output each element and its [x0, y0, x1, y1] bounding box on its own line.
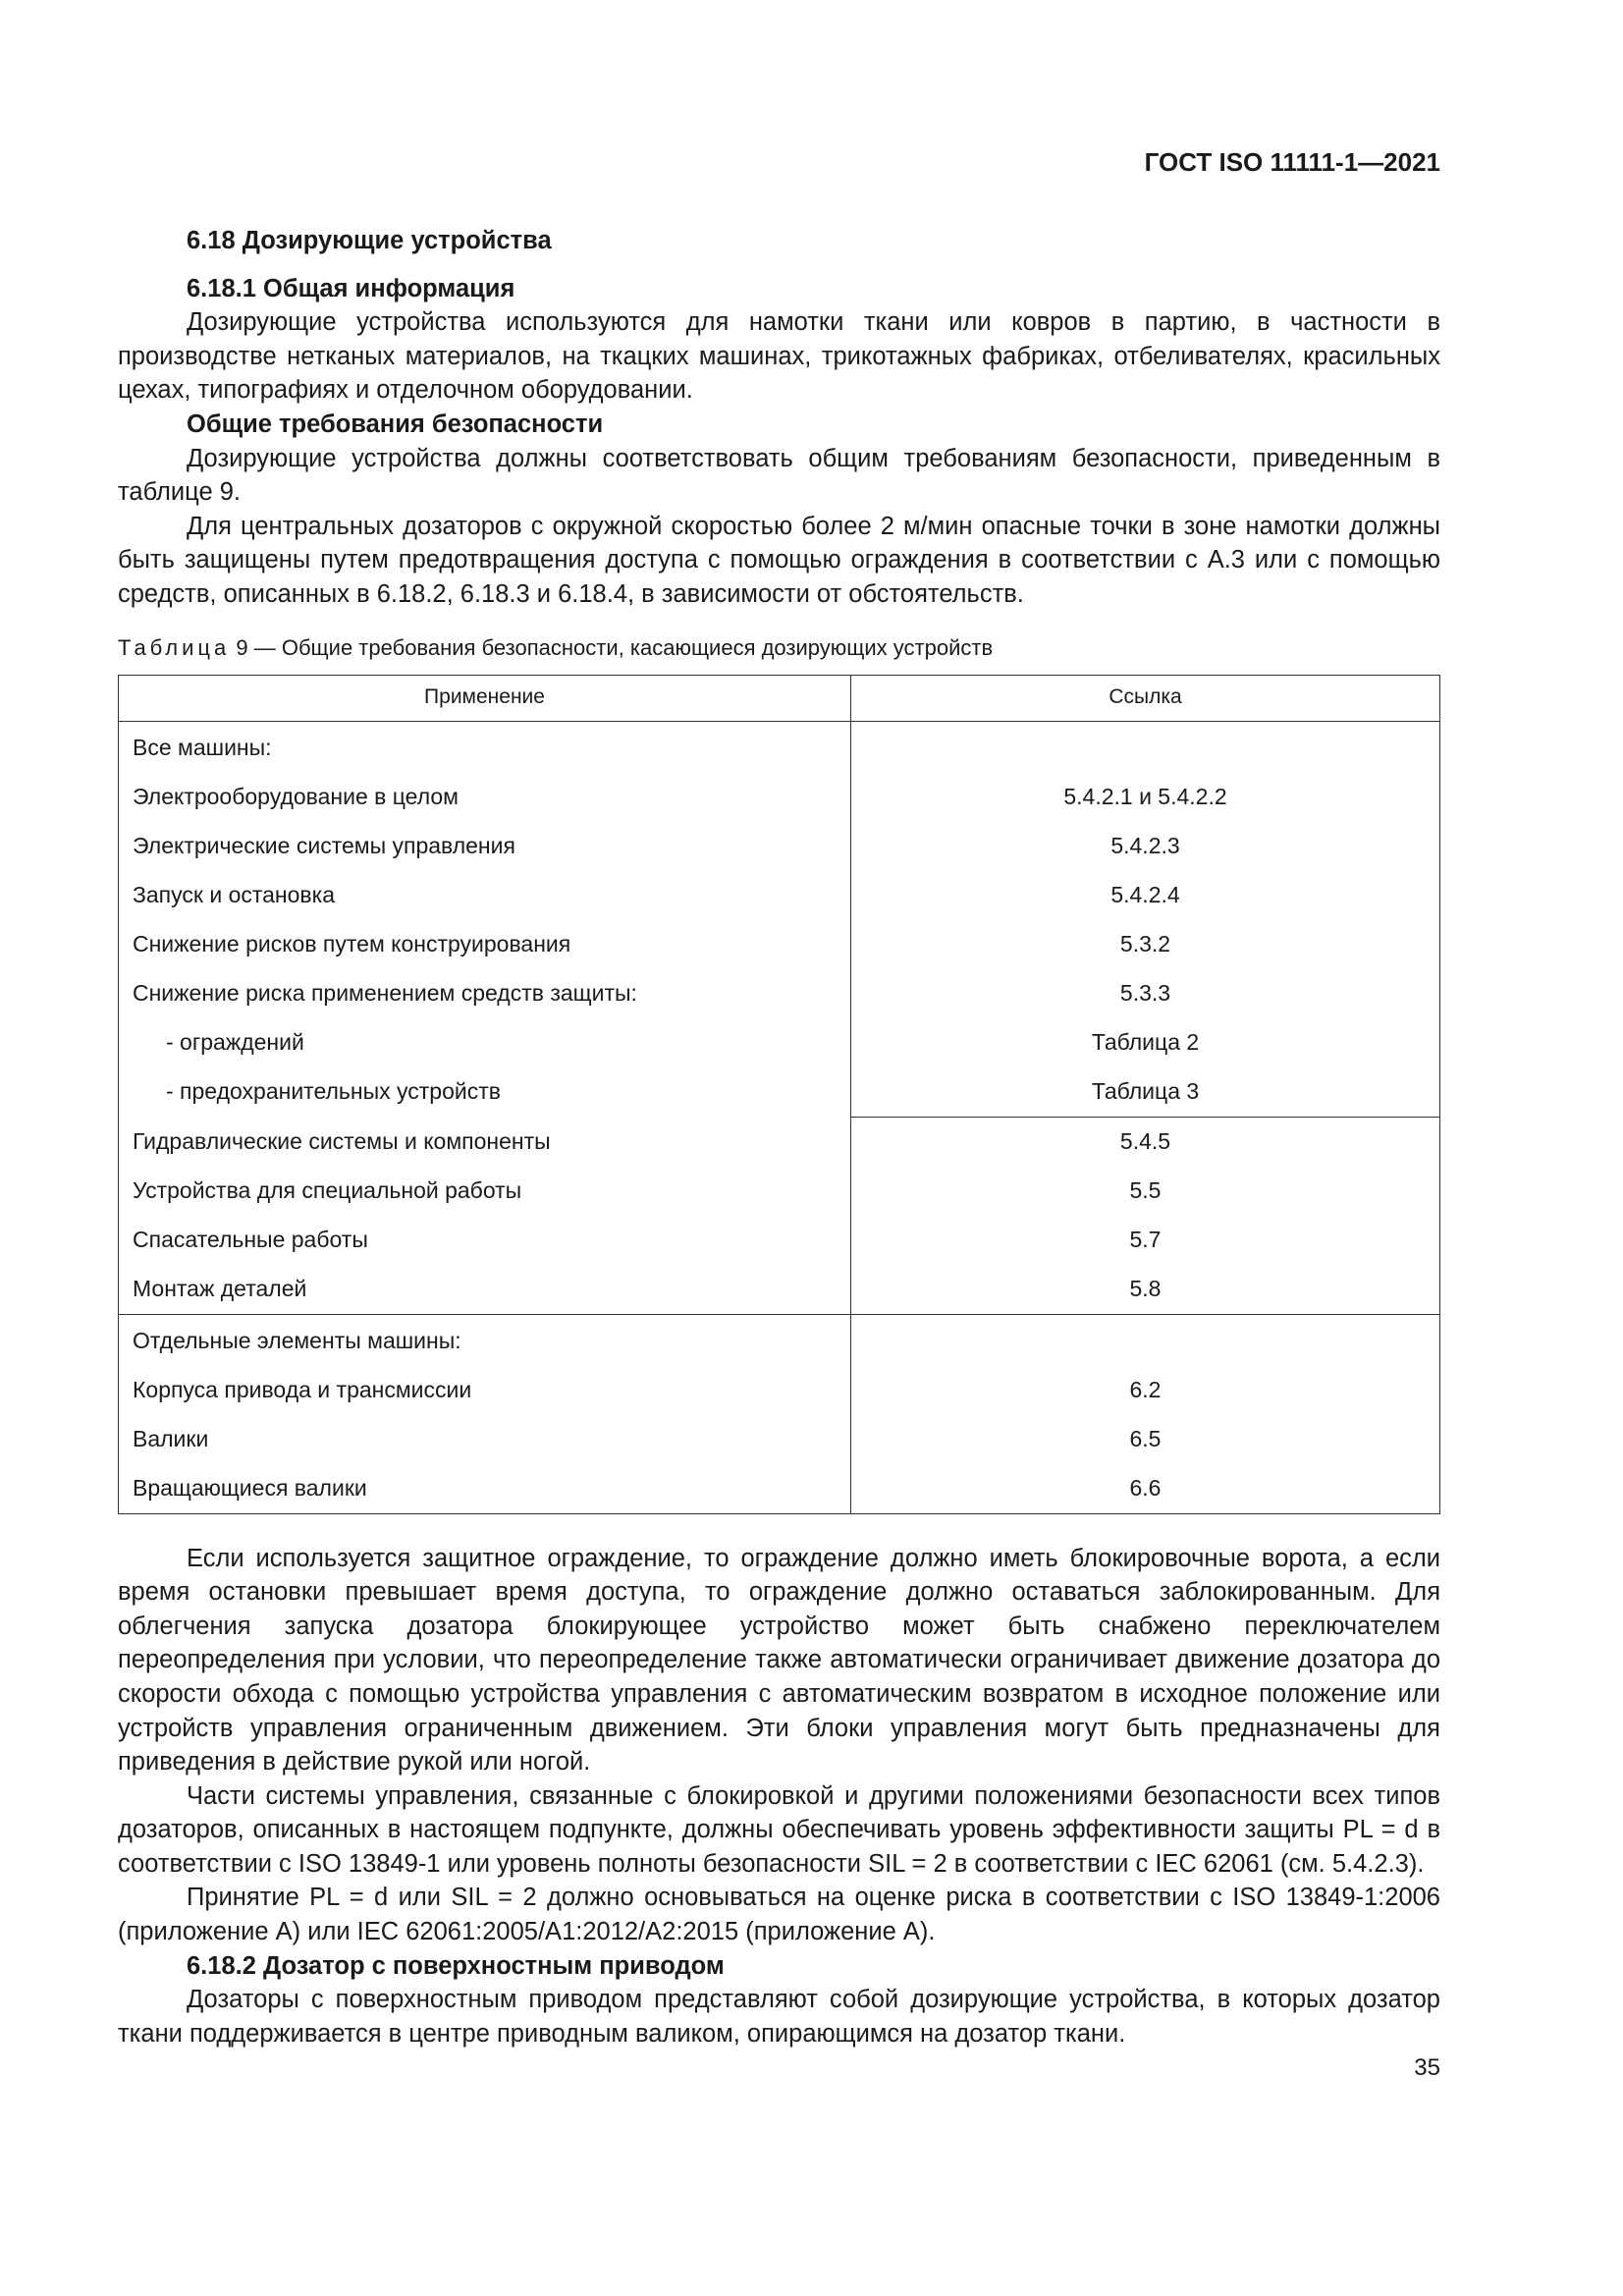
table-cell-reference: 6.2: [851, 1366, 1440, 1415]
table-caption: [118, 631, 1440, 665]
table-row: [119, 1018, 1440, 1067]
paragraph-central-dosers: Для центральных дозаторов с окружной скоростью более 2 м/мин опасные точки в зоне намотки должны быть защищены путем предотвращения доступа с помощью ограждения в соответствии с А.3 или с помощью средств, описанных в 6.18.2, 6.18.3 и 6.18.4, в зависимости от обстоятельств.: [118, 512, 1440, 608]
table-cell-reference: 5.3.2: [851, 920, 1440, 969]
table-row: [119, 969, 1440, 1018]
table-row: [119, 1366, 1440, 1415]
section-heading-6-18-1: 6.18.1 Общая информация: [187, 274, 515, 302]
table-cell-application: Гидравлические системы и компоненты: [119, 1117, 851, 1167]
paragraph-general-requirements: Дозирующие устройства должны соответствовать общим требованиям безопасности, приведенным в таблице 9.: [118, 444, 1440, 507]
table-row: [119, 1167, 1440, 1216]
table-cell-reference: 5.4.2.1 и 5.4.2.2: [851, 773, 1440, 822]
page-number: 35: [1414, 2054, 1440, 2081]
table-cell-reference: 6.5: [851, 1415, 1440, 1464]
table-cell-reference: 5.3.3: [851, 969, 1440, 1018]
table-cell-reference: Таблица 3: [851, 1067, 1440, 1118]
table-cell-application: Корпуса привода и трансмиссии: [119, 1366, 851, 1415]
table-cell-application: - ограждений: [119, 1018, 851, 1067]
table-cell-reference: [851, 1314, 1440, 1366]
table-cell-application: Спасательные работы: [119, 1216, 851, 1265]
paragraph-control-system: Части системы управления, связанные с блокировкой и другими положениями безопасности всех типов дозаторов, описанных в настоящем подпункте, должны обеспечивать уровень эффективности защиты PL = d в соответствии с ISO 13849-1 или уровень полноты безопасности SIL = 2 в соответствии с IEC 62061 (см. 5.4.2.3).: [118, 1781, 1440, 1878]
table-cell-reference: 5.5: [851, 1167, 1440, 1216]
table-cell-reference: Таблица 2: [851, 1018, 1440, 1067]
table-cell-application: Электрооборудование в целом: [119, 773, 851, 822]
table-header-row: [119, 675, 1440, 721]
table-cell-application: Устройства для специальной работы: [119, 1167, 851, 1216]
column-header-reference: Ссылка: [851, 675, 1440, 721]
table-row: [119, 773, 1440, 822]
table-cell-application: Запуск и остановка: [119, 871, 851, 920]
table-row: [119, 721, 1440, 773]
table-cell-application: Валики: [119, 1415, 851, 1464]
section-heading-6-18: 6.18 Дозирующие устройства: [187, 227, 552, 254]
table-row: [119, 822, 1440, 871]
paragraph-risk-assessment: Принятие PL = d или SIL = 2 должно основываться на оценке риска в соответствии с ISO 13849-1:2006 (приложение А) или IEC 62061:2005/A1:2012/A2:2015 (приложение А).: [118, 1884, 1440, 1946]
table-row: [119, 1067, 1440, 1118]
heading-general-requirements: Общие требования безопасности: [187, 410, 604, 438]
table-row: [119, 1464, 1440, 1514]
column-header-application: Применение: [119, 675, 851, 721]
document-header: ГОСТ ISO 11111-1—2021: [1144, 147, 1440, 177]
table-cell-application: Вращающиеся валики: [119, 1464, 851, 1514]
page-content: [118, 224, 1440, 2050]
table-cell-application: Отдельные элементы машины:: [119, 1314, 851, 1366]
table-caption-text: 9 — Общие требования безопасности, касающиеся дозирующих устройств: [230, 634, 994, 660]
table-cell-reference: 5.8: [851, 1265, 1440, 1315]
table-caption-word: Таблица: [118, 634, 231, 660]
table-cell-reference: 5.4.2.3: [851, 822, 1440, 871]
table-cell-application: - предохранительных устройств: [119, 1067, 851, 1118]
paragraph-surface-drive: Дозаторы с поверхностным приводом представляют собой дозирующие устройства, в которых дозатор ткани поддерживается в центре приводным валиком, опирающимся на дозатор ткани.: [118, 1986, 1440, 2048]
table-cell-application: Электрические системы управления: [119, 822, 851, 871]
table-cell-application: Все машины:: [119, 721, 851, 773]
table-cell-reference: 5.4.5: [851, 1117, 1440, 1167]
table-row: [119, 871, 1440, 920]
table-cell-reference: 6.6: [851, 1464, 1440, 1514]
table-row: [119, 920, 1440, 969]
safety-requirements-table: [118, 675, 1440, 1514]
table-cell-application: Монтаж деталей: [119, 1265, 851, 1315]
table-cell-application: Снижение рисков путем конструирования: [119, 920, 851, 969]
paragraph-interlock-gate: Если используется защитное ограждение, то ограждение должно иметь блокировочные ворота, а если время остановки превышает время доступа, то ограждение должно оставаться заблокированным. Для облегчения запуска дозатора блокирующее устройство может быть снабжено переключателем переопределения при условии, что переопределение также автоматически ограничивает движение дозатора до скорости обхода с помощью устройства управления с автоматическим возвратом в исходное положение или устройств управления ограниченным движением. Эти блоки управления могут быть предназначены для приведения в действие рукой или ногой.: [118, 1544, 1440, 1777]
table-row: [119, 1117, 1440, 1167]
table-row: [119, 1216, 1440, 1265]
table-row: [119, 1265, 1440, 1315]
table-cell-application: Снижение риска применением средств защиты:: [119, 969, 851, 1018]
table-cell-reference: 5.4.2.4: [851, 871, 1440, 920]
paragraph-intro: Дозирующие устройства используются для намотки ткани или ковров в партию, в частности в производстве нетканых материалов, на ткацких машинах, трикотажных фабриках, отбеливателях, красильных цехах, типографиях и отделочном оборудовании.: [118, 308, 1440, 405]
table-row: [119, 1415, 1440, 1464]
table-row: [119, 1314, 1440, 1366]
section-heading-6-18-2: 6.18.2 Дозатор с поверхностным приводом: [187, 1951, 725, 1980]
table-cell-reference: 5.7: [851, 1216, 1440, 1265]
table-cell-reference: [851, 721, 1440, 773]
